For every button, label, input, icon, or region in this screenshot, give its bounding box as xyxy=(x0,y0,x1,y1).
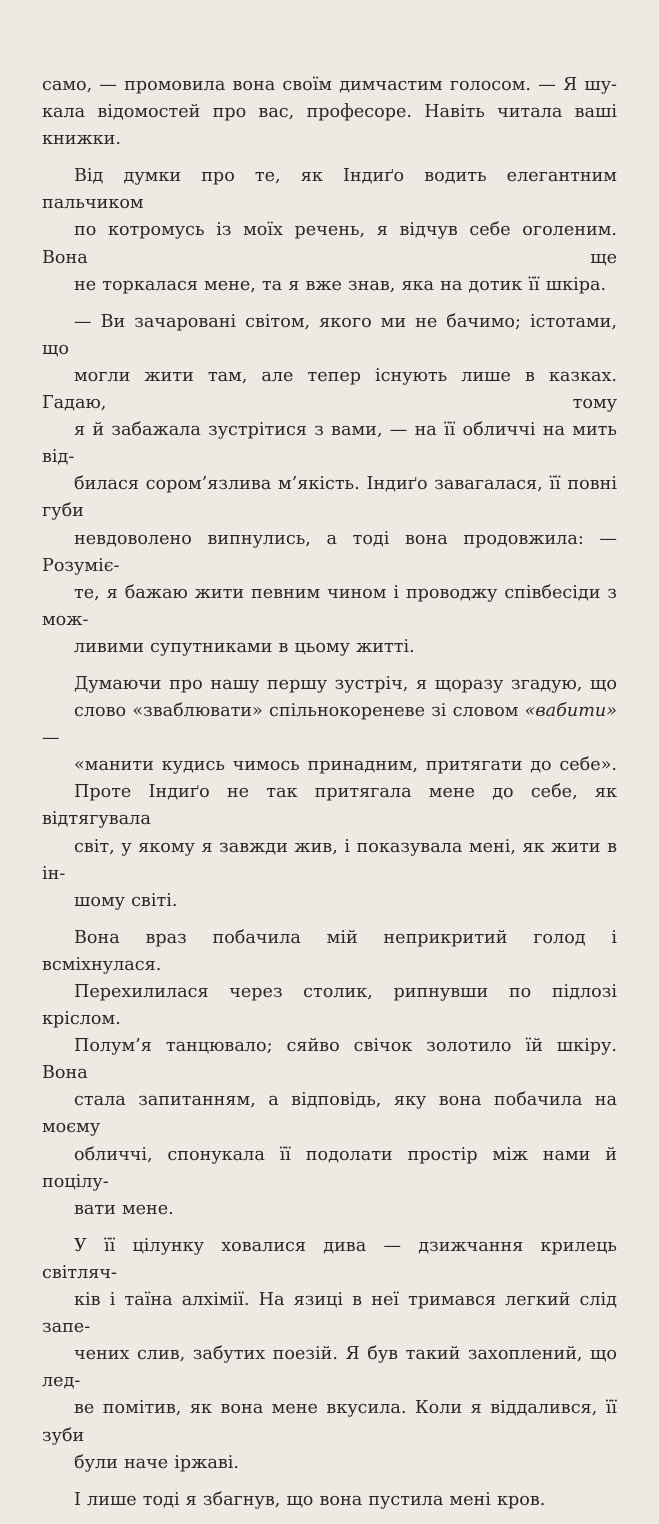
text-line: я й забажала зустрітися з вами, — на її обличчі на мить від- xyxy=(42,420,617,468)
text-line: чених слив, забутих поезій. Я був такий захоплений, що лед- xyxy=(42,1344,617,1392)
paragraph-4 xyxy=(42,671,617,915)
text-line: шому світі. xyxy=(74,890,178,911)
text-line: Від думки про те, як Індиґо водить елегантним пальчиком xyxy=(42,166,617,214)
text-line: обличчі, спонукала її подолати простір між нами й поцілу- xyxy=(42,1144,617,1192)
text-line: «манити кудись чимось принадним, притягати до себе». xyxy=(74,755,617,776)
text-line: світ, у якому я завжди жив, і показувала мені, як жити в ін- xyxy=(42,836,617,884)
text-line: кала відомостей про вас, професоре. Навіть читала ваші xyxy=(42,102,617,123)
paragraph-3 xyxy=(42,309,617,661)
text-line: слово «зваблювати» спільнокореневе зі словом «вабити» — xyxy=(42,701,617,749)
text-line: не торкалася мене, та я вже знав, яка на дотик її шкіра. xyxy=(74,274,607,295)
text-line: — Ви зачаровані світом, якого ми не бачимо; істотами, що xyxy=(42,311,617,359)
text-line: І лише тоді я збагнув, що вона пустила мені кров. xyxy=(74,1489,546,1510)
text-line: Перехилилася через столик, рипнувши по підлозі кріслом. xyxy=(42,982,617,1030)
text-line: невдоволено випнулись, а тоді вона продовжила: — Розуміє- xyxy=(42,528,617,576)
book-page xyxy=(42,72,617,1524)
text-line: билася сором’язлива м’якість. Індиґо завагалася, її повні губи xyxy=(42,474,617,522)
paragraph-5 xyxy=(42,925,617,1223)
text-line: само, — промовила вона своїм димчастим голосом. — Я шу- xyxy=(42,75,617,95)
text-line: У її цілунку ховалися дива — дзижчання крилець світляч- xyxy=(42,1235,617,1283)
paragraph-6 xyxy=(42,1233,617,1477)
text-line: ве помітив, як вона мене вкусила. Коли я віддалився, її зуби xyxy=(42,1398,617,1446)
text-line: те, я бажаю жити певним чином і проводжу співбесіди з мож- xyxy=(42,582,617,630)
text-line: могли жити там, але тепер існують лише в казках. Гадаю, тому xyxy=(42,365,617,414)
text-line: Вона враз побачила мій неприкритий голод і всміхнулася. xyxy=(42,927,617,975)
paragraph-1 xyxy=(42,72,617,153)
paragraph-2 xyxy=(42,163,617,298)
text-line: по котромусь із моїх речень, я відчув себе оголеним. Вона ще xyxy=(42,220,617,268)
text-line: Проте Індиґо не так притягала мене до себе, як відтягувала xyxy=(42,782,617,830)
text-line: ків і таїна алхімії. На язиці в неї тримався легкий слід запе- xyxy=(42,1290,617,1338)
text-line: були наче іржаві. xyxy=(74,1452,239,1473)
text-line: стала запитанням, а відповідь, яку вона побачила на моєму xyxy=(42,1090,617,1138)
text-line: книжки. xyxy=(42,129,121,150)
text-line: вати мене. xyxy=(74,1198,174,1219)
text-line: Думаючи про нашу першу зустріч, я щоразу згадую, що xyxy=(74,673,617,694)
paragraph-7 xyxy=(42,1487,617,1514)
text-line: ливими супутниками в цьому житті. xyxy=(74,636,415,657)
text-line: Полум’я танцювало; сяйво свічок золотило їй шкіру. Вона xyxy=(42,1036,617,1084)
